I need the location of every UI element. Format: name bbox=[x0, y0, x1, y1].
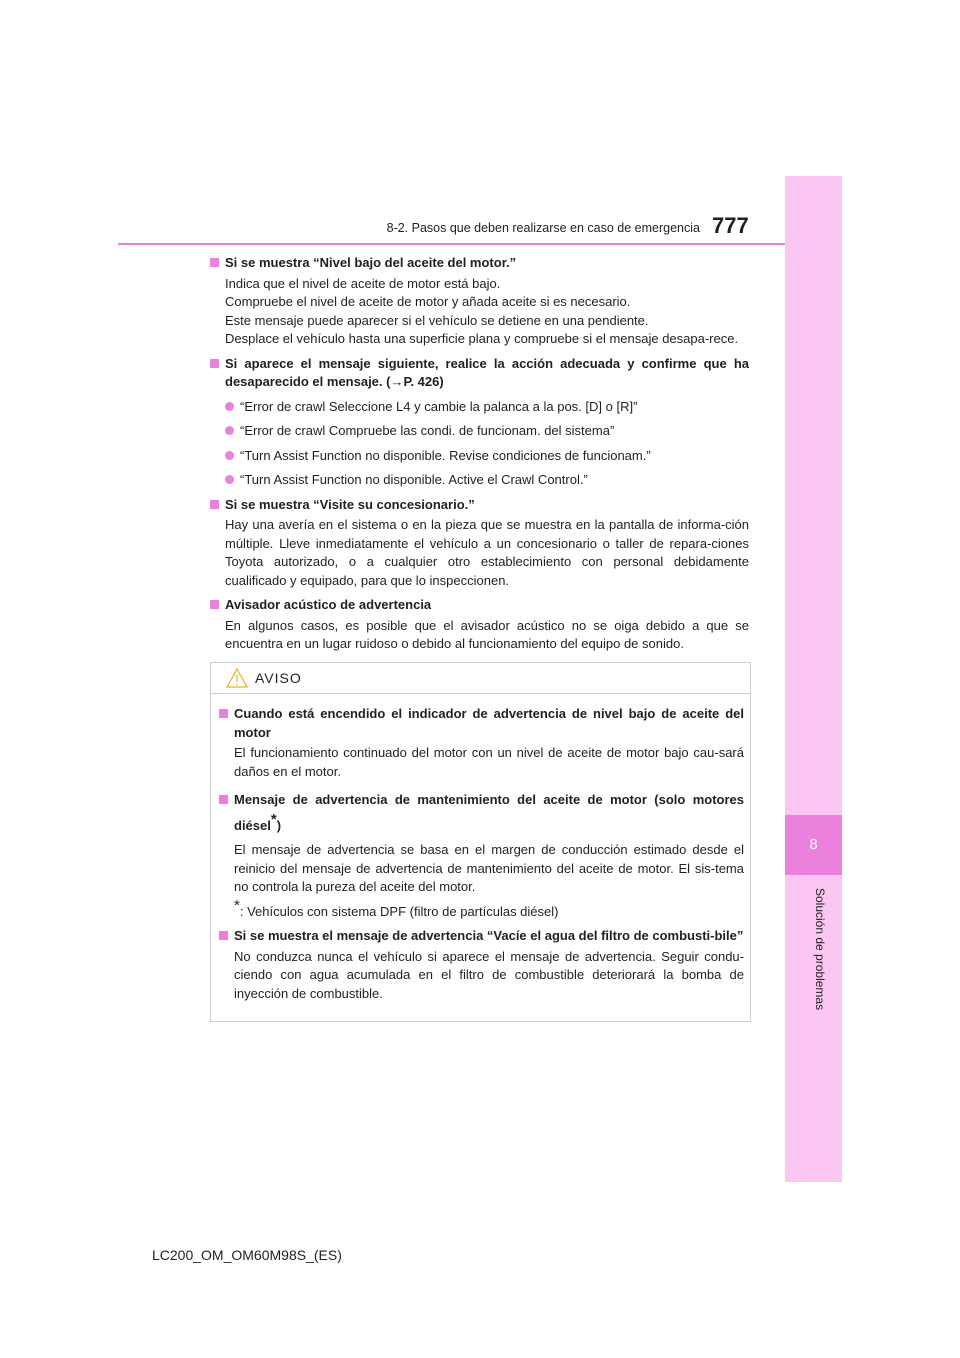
round-bullet-icon bbox=[225, 426, 234, 435]
square-bullet-icon bbox=[210, 600, 219, 609]
paragraph: Hay una avería en el sistema o en la pieza que se muestra en la pantalla de informa-ción múltiple. Lleve inmediatamente el vehículo a un concesionario o taller de repara-ciones Toyota autorizado, o a cualquier otro establecimiento con personal debidamente cualificado y equipado, para que lo inspeccionen. bbox=[225, 517, 749, 588]
paragraph: El mensaje de advertencia se basa en el margen de conducción estimado desde el reinicio del mensaje de advertencia de mantenimiento del aceite de motor. El sis-tema no controla la pureza del aceite del motor. bbox=[234, 842, 744, 894]
footnote: *: Vehículos con sistema DPF (filtro de partículas diésel) bbox=[234, 896, 559, 919]
paragraph: No conduzca nunca el vehículo si aparece el mensaje de advertencia. Seguir condu-ciendo con agua acumulada en el filtro de combustible deteriorará la bomba de inyección de combustible. bbox=[234, 948, 744, 1001]
warning-body bbox=[218, 705, 744, 1009]
section-heading: Si se muestra “Visite su concesionario.” bbox=[209, 496, 749, 515]
warning-header bbox=[211, 663, 750, 694]
square-bullet-icon bbox=[219, 709, 228, 718]
warning-heading: Mensaje de advertencia de mantenimiento del aceite de motor (solo motores diésel*) bbox=[218, 787, 744, 839]
list-item: “Error de crawl Compruebe las condi. de funcionam. del sistema” bbox=[209, 422, 749, 441]
list-item: “Turn Assist Function no disponible. Active el Crawl Control.” bbox=[209, 471, 749, 490]
header-rule bbox=[118, 243, 785, 245]
section-heading: Avisador acústico de advertencia bbox=[209, 596, 749, 615]
chapter-title: Solución de problemas bbox=[813, 888, 827, 1011]
square-bullet-icon bbox=[210, 258, 219, 267]
section-heading: Si se muestra “Nivel bajo del aceite del motor.” bbox=[209, 254, 749, 273]
section-title: 8-2. Pasos que deben realizarse en caso de emergencia bbox=[386, 221, 700, 235]
main-content bbox=[209, 254, 749, 660]
footer-code: LC200_OM_OM60M98S_(ES) bbox=[152, 1247, 342, 1263]
paragraph: Indica que el nivel de aceite de motor está bajo. bbox=[225, 275, 501, 291]
round-bullet-icon bbox=[225, 475, 234, 484]
footnote-star: * bbox=[270, 811, 277, 828]
paragraph: Compruebe el nivel de aceite de motor y añada aceite si es necesario. bbox=[225, 294, 631, 309]
square-bullet-icon bbox=[219, 795, 228, 804]
warning-box bbox=[210, 662, 751, 1022]
list-item: “Error de crawl Seleccione L4 y cambie la palanca a la pos. [D] o [R]” bbox=[209, 398, 749, 417]
paragraph: El funcionamiento continuado del motor con un nivel de aceite de motor bajo cau-sará daños en el motor. bbox=[234, 745, 744, 779]
section-heading: Si aparece el mensaje siguiente, realice la acción adecuada y confirme que ha desaparecido el mensaje. (→P. 426) bbox=[209, 355, 749, 392]
page-number: 777 bbox=[712, 213, 749, 238]
round-bullet-icon bbox=[225, 451, 234, 460]
warning-title: AVISO bbox=[255, 670, 302, 686]
square-bullet-icon bbox=[210, 359, 219, 368]
warning-heading: Si se muestra el mensaje de advertencia “Vacíe el agua del filtro de combusti-bile” bbox=[218, 927, 744, 946]
list-item: “Turn Assist Function no disponible. Revise condiciones de funcionam.” bbox=[209, 447, 749, 466]
square-bullet-icon bbox=[210, 500, 219, 509]
paragraph: Este mensaje puede aparecer si el vehículo se detiene en una pendiente. bbox=[225, 312, 649, 328]
footnote-star: * bbox=[234, 896, 240, 914]
paragraph: Desplace el vehículo hasta una superficie plana y compruebe si el mensaje desapa-rece. bbox=[225, 331, 739, 346]
warning-heading: Cuando está encendido el indicador de advertencia de nivel bajo de aceite del motor bbox=[218, 705, 744, 742]
chapter-number-tab[interactable]: 8 bbox=[785, 815, 842, 875]
square-bullet-icon bbox=[219, 931, 228, 940]
warning-triangle-icon bbox=[225, 667, 249, 689]
paragraph: En algunos casos, es posible que el avisador acústico no se oiga debido a que se encuentra en un lugar ruidoso o debido al funcionamiento del equipo de sonido. bbox=[225, 617, 749, 651]
round-bullet-icon bbox=[225, 402, 234, 411]
